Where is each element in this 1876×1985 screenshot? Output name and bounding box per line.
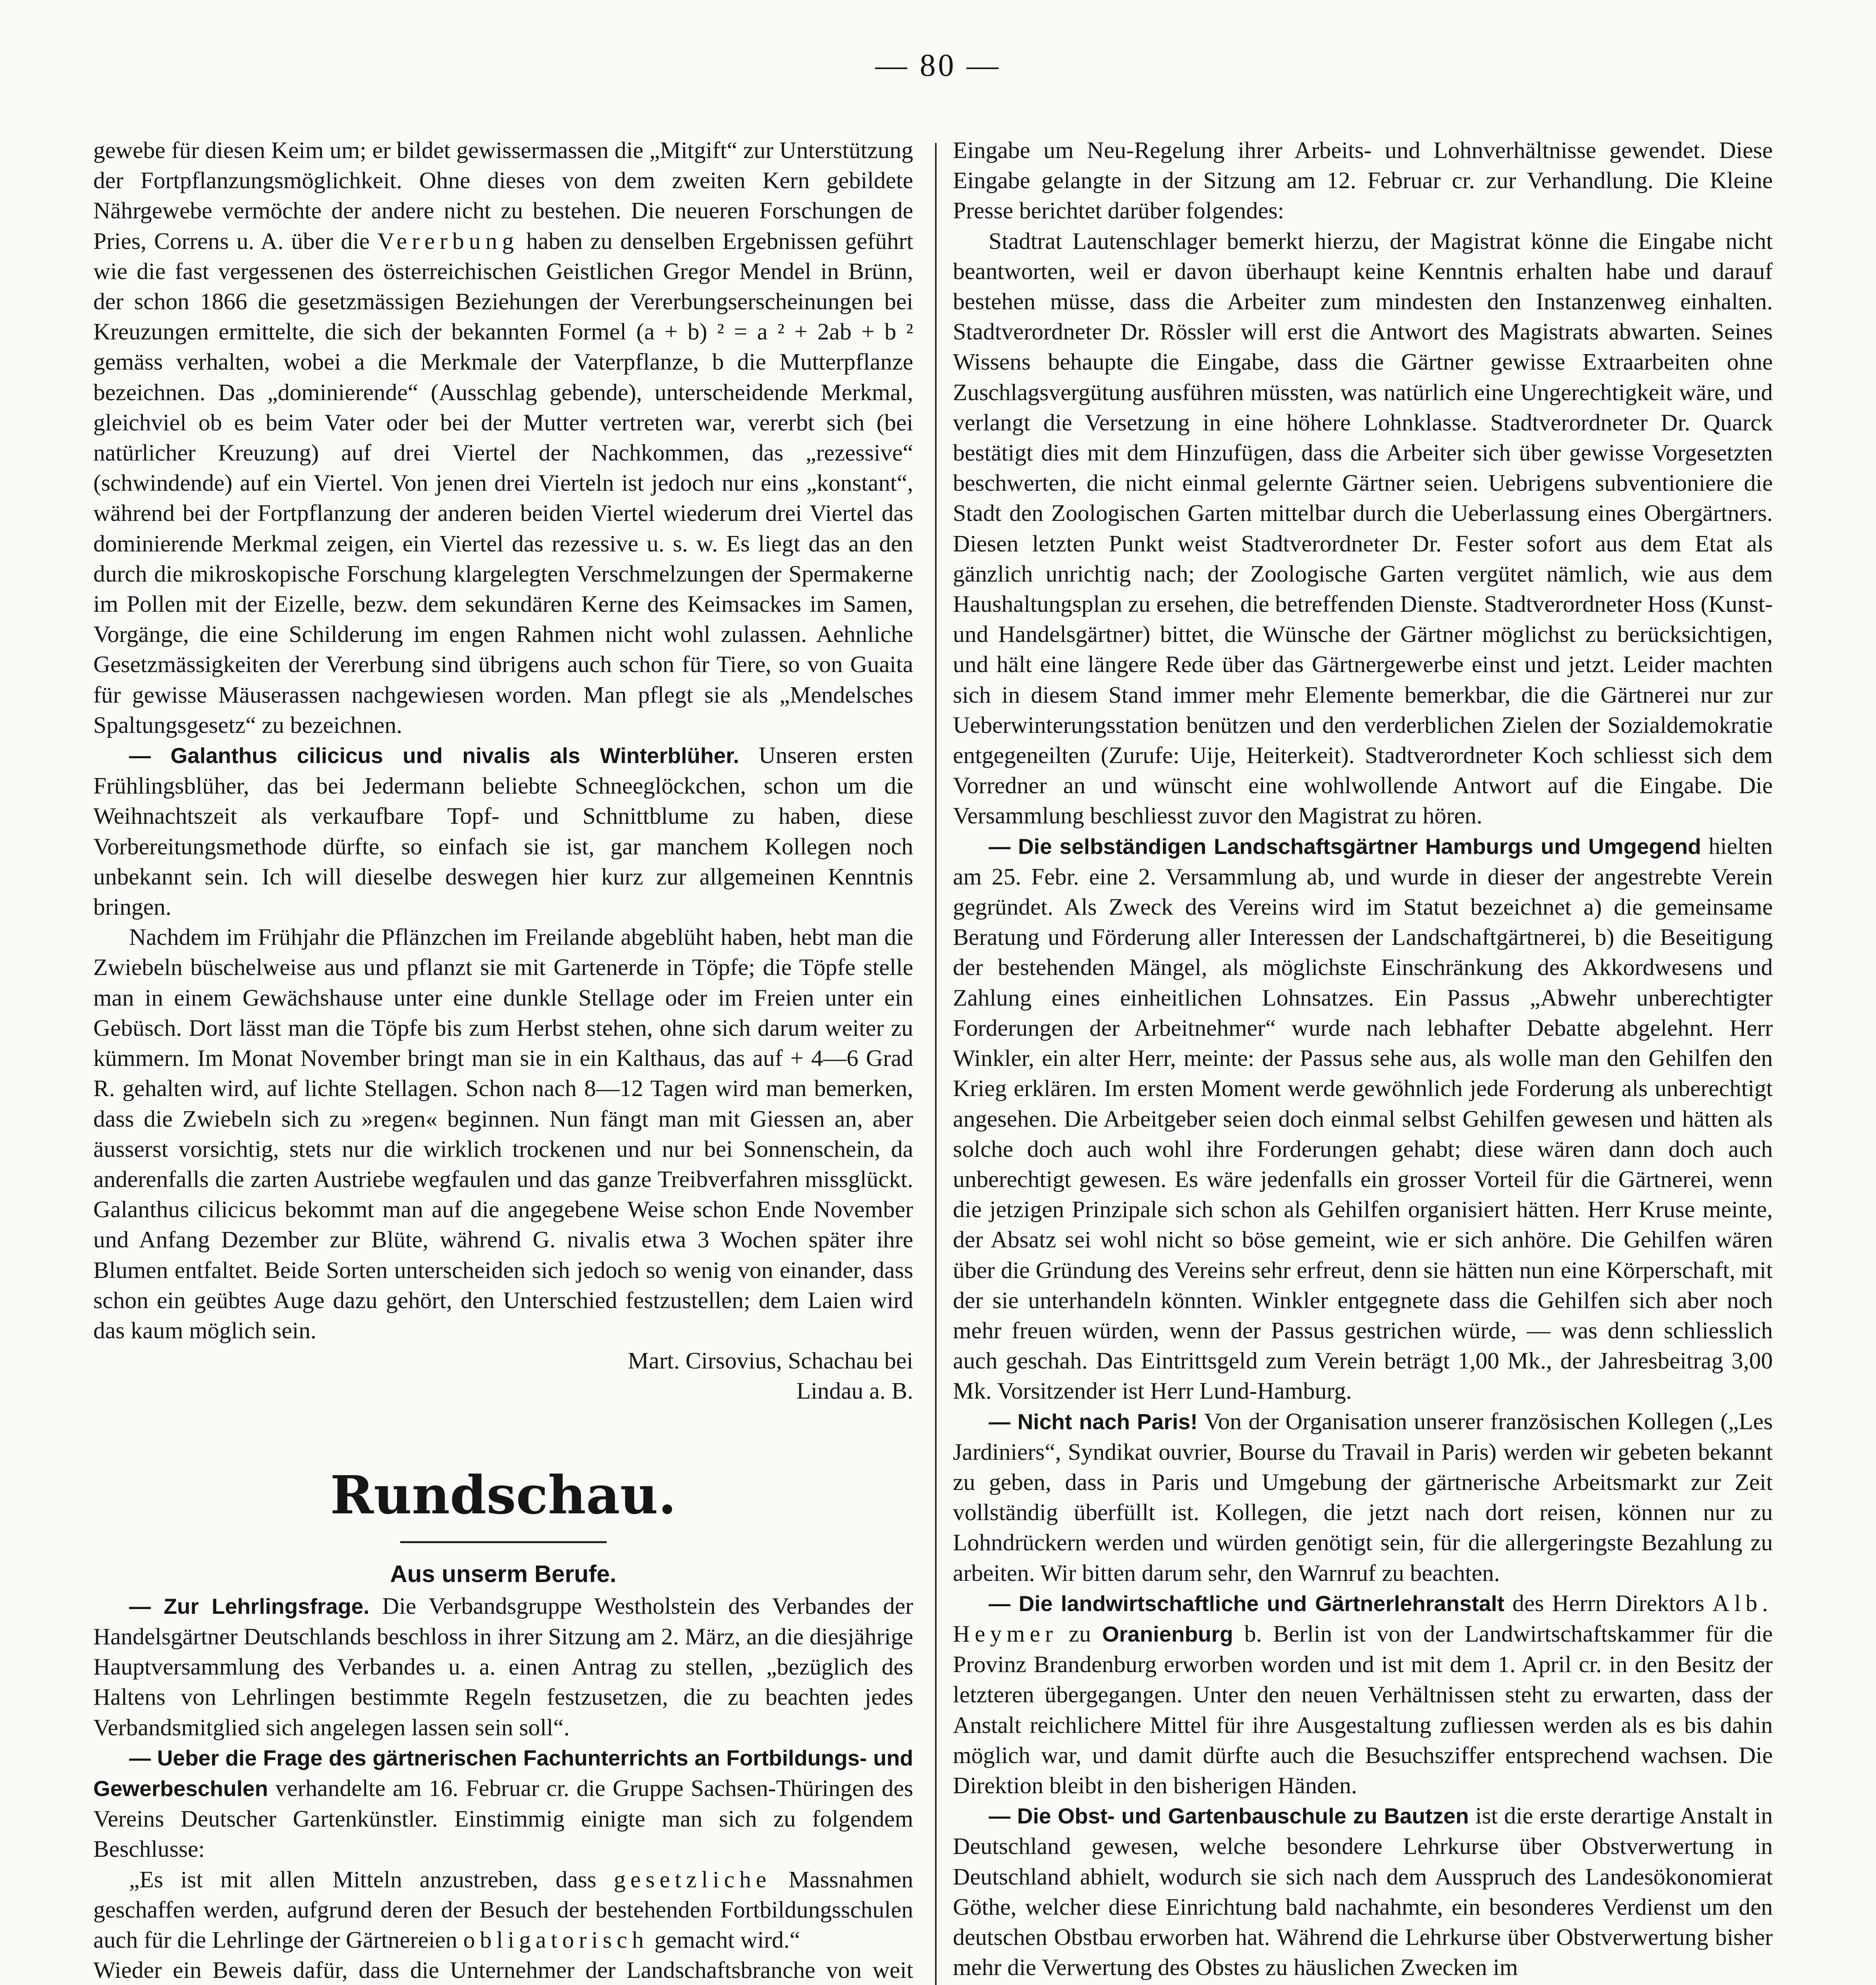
column-divider [935,143,937,1985]
left-column [93,135,913,1985]
page-number: — 80 — [875,48,1001,83]
article-lehrlingsfrage: — Zur Lehrlingsfrage. Die Verbandsgruppe Westholstein des Verbandes der Handelsgärtner Deutschlands beschloss in ihrer Sitzung am 2. März, an die diesjährige Hauptversammlung des Verbandes u. a. einen Antrag zu stellen, „bezüglich des Haltens von Lehrlingen bestimmte Regeln festzusetzen, die zu beachten jedes Verbandsmitglied sich angelegen lassen sein soll“. [93,1592,913,1740]
article-heading: — Zur Lehrlingsfrage. [129,1594,370,1619]
article-oranienburg: — Die landwirtschaftliche und Gärtnerlehranstalt des Herrn Direktors Alb. Heymer zu Oranienburg b. Berlin ist von der Landwirtschaftskammer für die Provinz Brandenburg erworben worden und ist mit dem 1. April cr. in den Besitz der letzteren übergegangen. Unter den neuen Verhältnissen steht zu erwarten, dass der Anstalt reichlichere Mittel für ihre Ausgestaltung zufliessen werden als es bis dahin möglich war, und damit dürfte auch die Besuchsziffer entsprechend wachsen. Die Direktion bleibt in den bisherigen Händen. [953,1590,1773,1798]
paragraph: Nachdem im Frühjahr die Pflänzchen im Freilande abgeblüht haben, hebt man die Zwiebeln büschelweise aus und pflanzt sie mit Gartenerde in Töpfe; die Töpfe stelle man in einem Gewächshause unter eine dunkle Stellage oder im Freien unter ein Gebüsch. Dort lässt man die Töpfe bis zum Herbst stehen, ohne sich darum weiter zu kümmern. Im Monat November bringt man sie in ein Kalthaus, das auf + 4—6 Grad R. gehalten wird, auf lichte Stellagen. Schon nach 8—12 Tagen wird man bemerken, dass die Zwiebeln sich zu »regen« beginnen. Nun fängt man mit Giessen an, aber äusserst vorsichtig, stets nur die wirklich trockenen und nur bei Sonnenschein, da anderenfalls die zarten Austriebe wegfaulen und das ganze Treibverfahren missglückt. Galanthus cilicicus bekommt man auf die angegebene Weise schon Ende November und Anfang Dezember zur Blüte, während G. nivalis etwa 3 Wochen später ihre Blumen entfaltet. Beide Sorten unterscheiden sich jedoch so wenig von einander, dass schon ein geübtes Auge dazu gehört, den Unterschied festzustellen; dem Laien wird das kaum möglich sein. [93,924,913,1343]
article-heading: — Die selbständigen Landschaftsgärtner Hamburgs und Umgegend [989,834,1701,859]
quote: „Es ist mit allen Mitteln anzustreben, dass gesetzliche Massnahmen geschaffen werden, aufgrund deren der Besuch der bestehenden Fortbildungsschulen auch für die Lehrlinge der Gärtnereien obligatorisch gemacht wird.“ [93,1866,913,1953]
paragraph: Wieder ein Beweis dafür, dass die Unternehmer der Landschaftsbranche von weit [93,1957,913,1983]
article-bautzen: — Die Obst- und Gartenbauschule zu Bautzen ist die erste derartige Anstalt in Deutschland gewesen, welche besondere Lehrkurse über Obstverwertung in Deutschland abhielt, wodurch sie sich nach dem Ausspruch des Landesökonomierat Göthe, welcher diese Einrichtung bald nachahmte, ein besonderes Verdienst um den deutschen Obstbau erworben hat. Während die Lehrkurse über Obstverwertung bisher mehr die Verwertung des Obstes zu häuslichen Zwecken im [953,1802,1773,1981]
spaced-term: obligatorisch [463,1926,649,1953]
place-name: Oranienburg [1102,1621,1233,1646]
spaced-term: gesetzliche [613,1866,771,1892]
article-heading: — Die landwirtschaftliche und Gärtnerlehranstalt [989,1591,1505,1616]
article-galanthus: — Galanthus cilicicus und nivalis als Winterblüher. Unseren ersten Frühlingsblüher, das bei Jedermann beliebte Schneeglöckchen, schon um die Weihnachtszeit als verkaufbare Topf- und Schnittblume zu haben, diese Vorbereitungsmethode dürfte, so einfach sie ist, gar manchem Kollegen noch unbekannt sein. Ich will dieselbe deswegen hier kurz zur allgemeinen Kenntnis bringen. [93,742,913,920]
subsection-title: Aus unserm Berufe. [390,1560,617,1587]
article-paris: — Nicht nach Paris! Von der Organisation unserer französischen Kollegen („Les Jardiniers“, Syndikat ouvrier, Bourse du Travail in Paris) werden wir gebeten bekannt zu geben, dass in Paris und Umgebung der gärtnerische Arbeitsmarkt zur Zeit vollständig überfüllt ist. Kollegen, die jetzt nach dort reisen, können nur zu Lohndrückern werden und würden genötigt sein, für die allergeringste Bezahlung zu arbeiten. Wir bitten darum sehr, den Warnruf zu beachten. [953,1408,1773,1586]
spaced-term: Vererbung [377,227,519,254]
article-fachunterricht: — Ueber die Frage des gärtnerischen Fachunterrichts an Fortbildungs- und Gewerbeschulen verhandelte am 16. Februar cr. die Gruppe Sachsen-Thüringen des Vereins Deutscher Gartenkünstler. Einstimmig einigte man sich zu folgendem Beschlusse: [93,1745,913,1862]
section-rule [400,1541,607,1543]
spaced-term: Alb. Heymer [953,1590,1773,1647]
paragraph: Stadtrat Lautenschlager bemerkt hierzu, der Magistrat könne die Eingabe nicht beantworten, weil er davon überhaupt keine Kenntnis erhalten habe und darauf bestehen müsse, dass die Arbeiter zum mindesten den Instanzenweg einhalten. Stadtverordneter Dr. Rössler will erst die Antwort des Magistrats abwarten. Seines Wissens behaupte die Eingabe, dass die Gärtner gewisse Extraarbeiten ohne Zuschlagsvergütung ausführen müssten, was natürlich eine Ungerechtigkeit wäre, und verlangt die Versetzung in eine höhere Lohnklasse. Stadtverordneter Dr. Quarck bestätigt dies mit dem Hinzufügen, dass die Arbeiter sich über gewisse Vorgesetzten beschwerten, die nicht einmal gelernte Gärtner seien. Uebrigens subventioniere die Stadt den Zoologischen Garten mittelbar durch die Ueberlassung eines Obergärtners. Diesen letzten Punkt weist Stadtverordneter Dr. Fester sofort aus dem Etat als gänzlich unrichtig nach; der Zoologische Garten vergütet nämlich, wie aus dem Haushaltungsplan zu ersehen, die betreffenden Dienste. Stadtverordneter Hoss (Kunst- und Handelsgärtner) bittet, die Wünsche der Gärtner möglichst zu berücksichtigen, und hält eine längere Rede über das Gärtnergewerbe einst und jetzt. Leider machten sich in diesem Stand immer mehr Elemente bemerkbar, die die Gärtnerei nur zur Ueberwinterungsstation benützen und den verderblichen Zielen der Sozialdemokratie entgegeneilten (Zurufe: Uije, Heiterkeit). Stadtverordneter Koch schliesst sich dem Vorredner an und wünscht eine wohlwollende Antwort auf die Eingabe. Die Versammlung beschliesst zuvor den Magistrat zu hören. [953,227,1773,829]
article-heading: — Die Obst- und Gartenbauschule zu Bautzen [989,1804,1469,1829]
article-hamburg: — Die selbständigen Landschaftsgärtner Hamburgs und Umgegend hielten am 25. Febr. eine 2. Versammlung ab, und wurde in dieser der angestrebte Verein gegründet. Als Zweck des Vereins wird im Statut bezeichnet a) die gemeinsame Beratung und Förderung aller Interessen der Landschaftgärtnerei, b) die Beseitigung der bestehenden Mängel, als möglichste Einschränkung des Akkordwesens und Zahlung eines einheitlichen Lohnsatzes. Ein Passus „Abwehr unberechtigter Forderungen der Arbeitnehmer“ wurde nach lebhafter Debatte abgelehnt. Herr Winkler, ein alter Herr, meinte: der Passus sehe aus, als wolle man den Gehilfen den Krieg erklären. Im ersten Moment werde gewöhnlich jede Forderung als unberechtigt angesehen. Die Arbeitgeber seien doch einmal selbst Gehilfen gewesen und hätten als solche doch auch wohl ihre Forderungen gehabt; diese wären dann doch auch unberechtigt gewesen. Es wäre jedenfalls ein grosser Vorteil für die Gärtnerei, wenn die jetzigen Prinzipale sich schon als Gehilfen organisiert hätten. Herr Kruse meinte, der Absatz sei wohl nicht so böse gemeint, wie er sich anhöre. Die Gehilfen wären über die Gründung des Vereins sehr erfreut, denn sie hätten nun eine Körperschaft, mit der sie unterhandeln könnten. Winkler entgegnete dass die Gehilfen sich aber noch mehr freuen würden, wenn der Passus gestrichen würde, — was denn schliesslich auch geschah. Das Eintrittsgeld zum Verein beträgt 1,00 Mk., der Jahresbeitrag 3,00 Mk. Vorsitzender ist Herr Lund-Hamburg. [953,833,1773,1404]
paragraph: gewebe für diesen Keim um; er bildet gewissermassen die „Mitgift“ zur Unterstützung der Fortpflanzungsmöglichkeit. Ohne dieses von dem zweiten Kern gebildete Nährgewebe vermöchte der andere nicht zu bestehen. Die neueren Forschungen de Pries, Correns u. A. über die Vererbung haben zu denselben Ergebnissen geführt wie die fast vergessenen des österreichischen Geistlichen Gregor Mendel in Brünn, der schon 1866 die gesetzmässigen Beziehungen der Vererbungserscheinungen bei Kreuzungen ermittelte, die sich der bekannten Formel (a + b) ² = a ² + 2ab + b ² gemäss verhalten, wobei a die Merkmale der Vaterpflanze, b die Mutterpflanze bezeichnen. Das „dominierende“ (Ausschlag gebende), unterscheidende Merkmal, gleichviel ob es beim Vater oder bei der Mutter vertreten war, vererbt sich (bei natürlicher Kreuzung) auf drei Viertel der Nachkommen, das „rezessive“ (schwindende) auf ein Viertel. Von jenen drei Vierteln ist jedoch nur eins „konstant“, während bei der Fortpflanzung der anderen beiden Viertel wiederum drei Viertel das dominierende Merkmal zeigen, ein Viertel das rezessive u. s. w. Es liegt das an den durch die mikroskopische Forschung klargelegten Verschmelzungen der Spermakerne im Pollen mit der Eizelle, bezw. dem sekundären Kerne des Keimsackes im Samen, Vorgänge, die eine Schilderung im engen Rahmen nicht wohl zulassen. Aehnliche Gesetzmässigkeiten der Vererbung sind übrigens auch schon für Tiere, so von Guaita für gewisse Mäuserassen nachgewiesen worden. Man pflegt sie als „Mendelsches Spaltungsgesetz“ zu bezeichnen. [93,137,913,738]
section-title: Rundschau. [330,1464,677,1526]
right-column [953,135,1773,1985]
article-heading: — Galanthus cilicicus und nivalis als Winterblüher. [129,743,739,768]
article-heading: — Nicht nach Paris! [989,1409,1198,1434]
signature-place: Lindau a. B. [796,1378,913,1404]
article-heading: — Ueber die Frage des gärtnerischen Fachunterrichts an Fortbildungs- und Gewerbeschulen [93,1745,913,1801]
signature: Mart. Cirsovius, Schachau bei [628,1347,913,1374]
paragraph: Eingabe um Neu-Regelung ihrer Arbeits- und Lohnverhältnisse gewendet. Diese Eingabe gelangte in der Sitzung am 12. Februar cr. zur Verhandlung. Die Kleine Presse berichtet darüber folgendes: [953,137,1773,224]
